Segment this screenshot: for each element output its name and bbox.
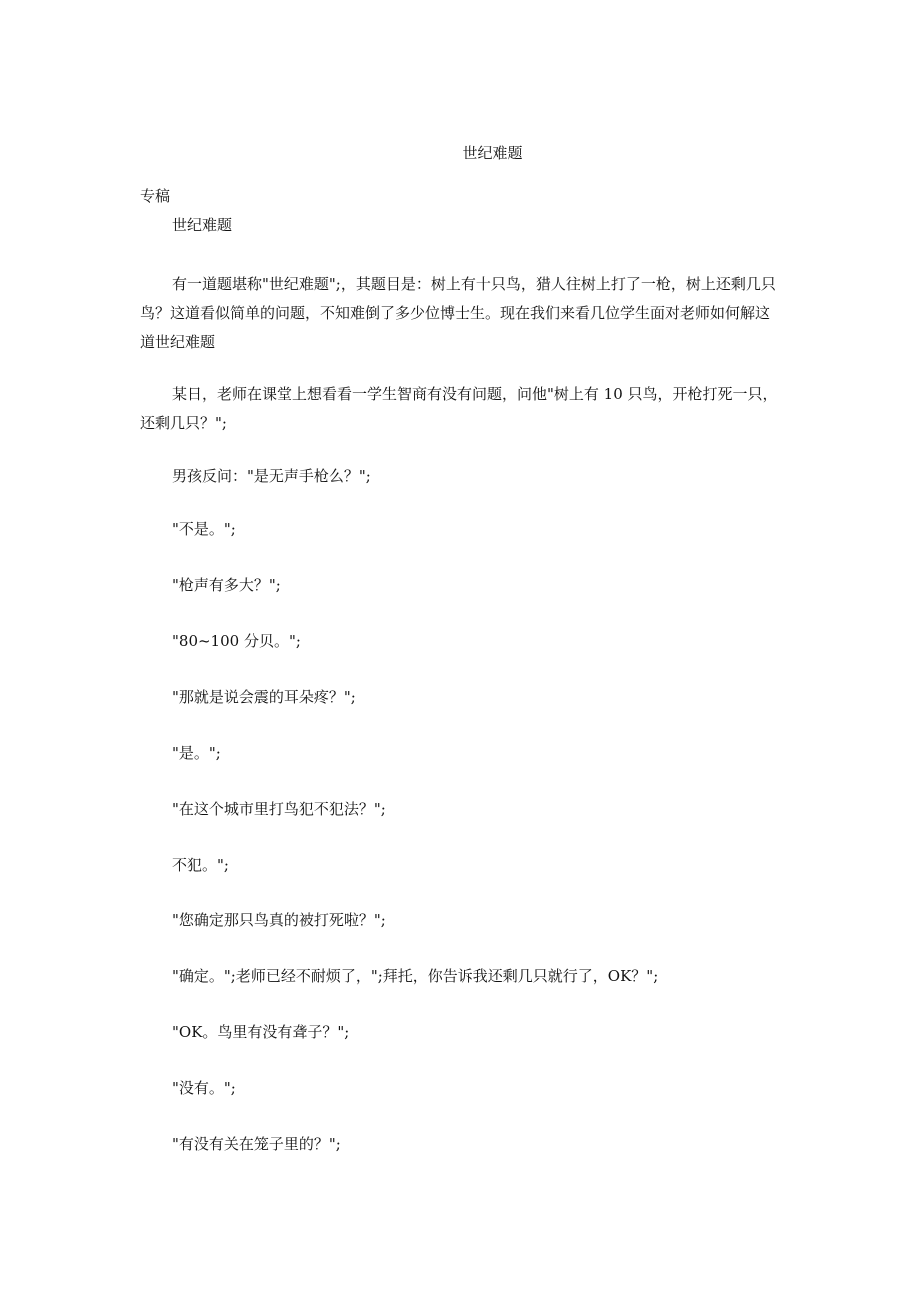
paragraph-question: 某日，老师在课堂上想看看一学生智商有没有问题，问他"树上有 10 只鸟，开枪打死一只，还剩几只？"; — [140, 385, 778, 432]
dialogue-line: "您确定那只鸟真的被打死啦？"; — [172, 911, 386, 929]
subtitle: 世纪难题 — [172, 216, 233, 234]
dialogue-line: "不是。"; — [172, 520, 236, 538]
dialogue-line: "没有。"; — [172, 1079, 236, 1097]
dialogue-line: "OK。鸟里有没有聋子？"; — [172, 1023, 350, 1041]
dialogue-line: "确定。";老师已经不耐烦了，";拜托，你告诉我还剩几只就行了，OK？"; — [172, 967, 659, 985]
dialogue-line: "那就是说会震的耳朵疼？"; — [172, 688, 356, 706]
dialogue-line: 男孩反问："是无声手枪么？"; — [172, 467, 371, 485]
dialogue-line: "是。"; — [172, 744, 221, 762]
document-title: 世纪难题 — [462, 144, 523, 162]
paragraph-intro: 有一道题堪称"世纪难题";，其题目是：树上有十只鸟，猎人往树上打了一枪，树上还剩几只鸟？这道看似简单的问题，不知难倒了多少位博士生。现在我们来看几位学生面对老师如何解这道世纪难题 — [140, 275, 776, 351]
dialogue-line: 不犯。"; — [172, 856, 229, 874]
section-label: 专稿 — [140, 187, 171, 205]
dialogue-line: "枪声有多大？"; — [172, 576, 281, 594]
dialogue-line: "有没有关在笼子里的？"; — [172, 1135, 341, 1153]
dialogue-line: "80~100 分贝。"; — [172, 632, 301, 650]
dialogue-line: "在这个城市里打鸟犯不犯法？"; — [172, 800, 386, 818]
